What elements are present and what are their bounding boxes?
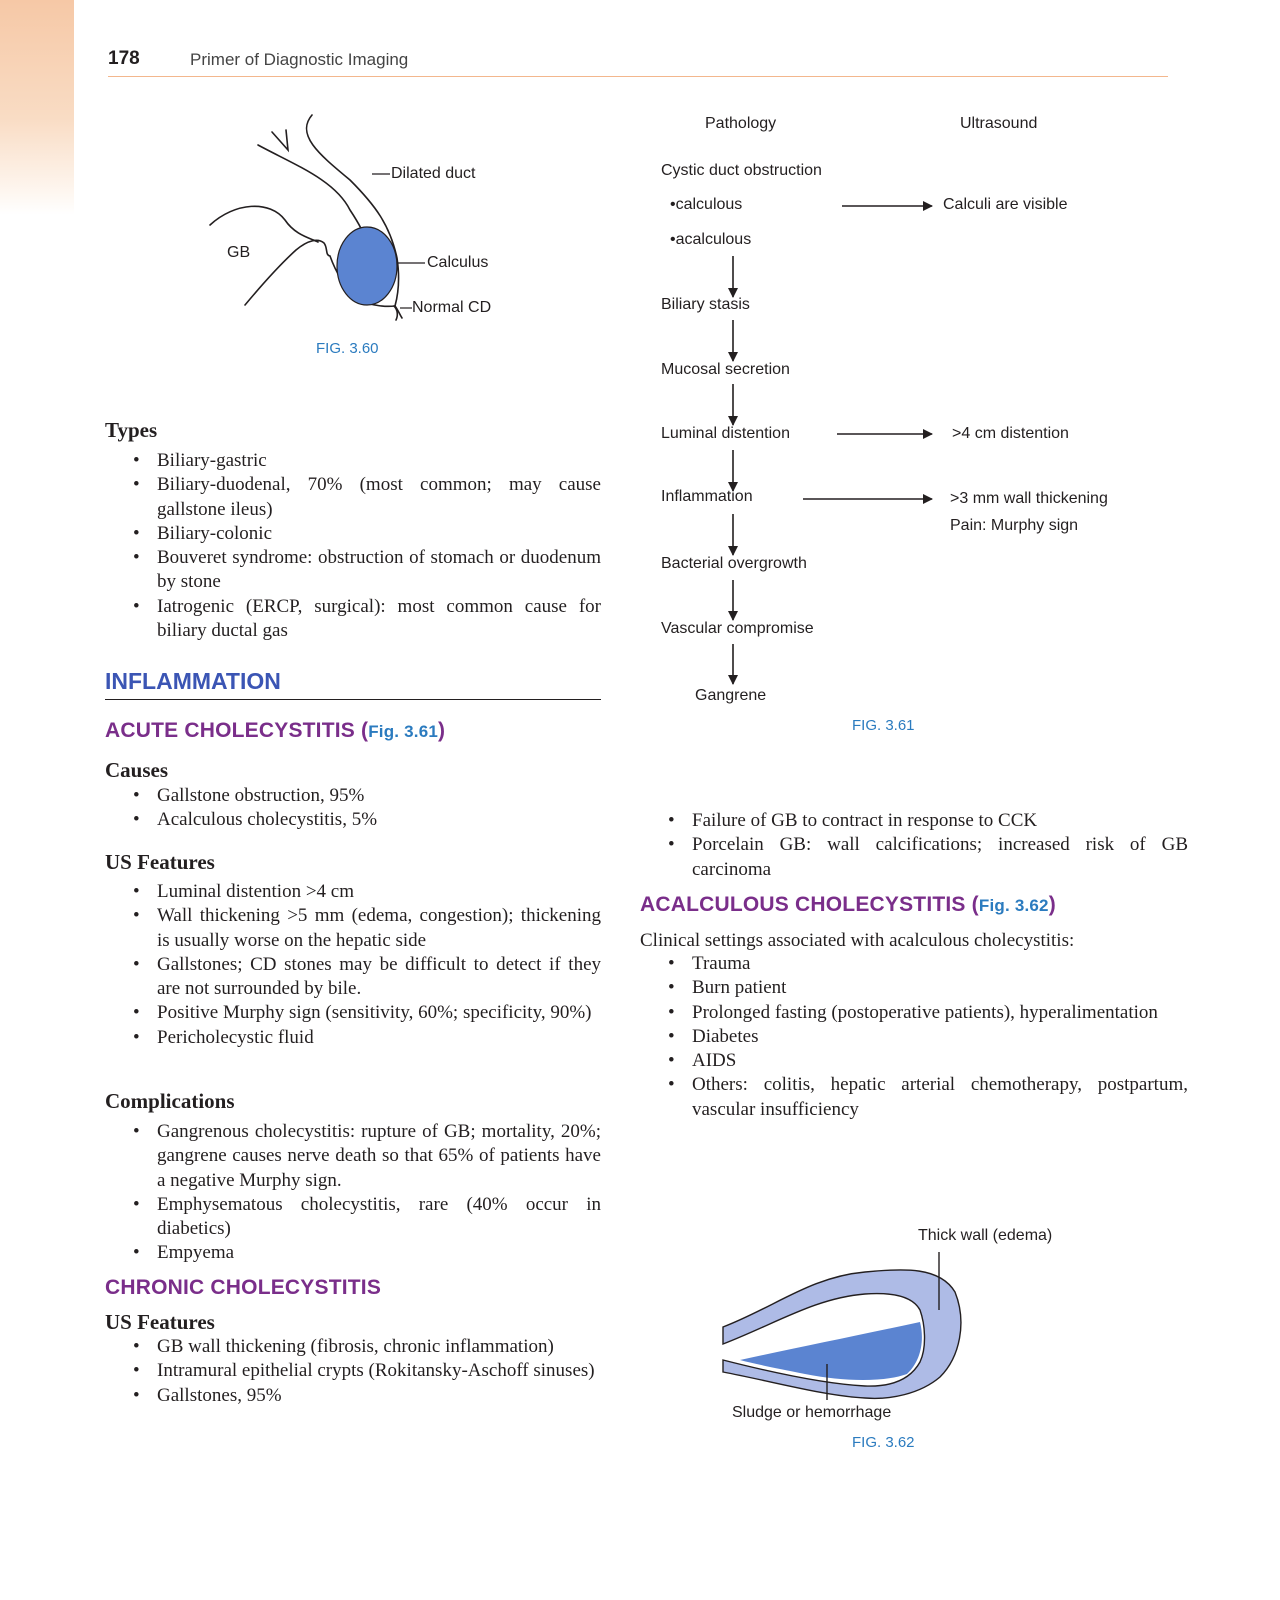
chronic-us-list [105, 1335, 601, 1408]
acalculous-title: ACALCULOUS CHOLECYSTITIS [640, 893, 966, 916]
causes-heading: Causes [105, 758, 169, 782]
list-item: • Wall thickening >5 mm (edema, congestion); thickening is usually worse on the hepatic side [157, 904, 601, 953]
chronic-continued-list [640, 809, 1188, 882]
list-item: • Emphysematous cholecystitis, rare (40% occur in diabetics) [157, 1193, 601, 1242]
step-biliary-stasis: Biliary stasis [661, 296, 750, 313]
fig-3-61-arrows [640, 110, 1160, 730]
page-corner-tab [0, 0, 74, 215]
step-inflammation: Inflammation [661, 488, 753, 505]
list-item: • Gallstones, 95% [157, 1384, 601, 1408]
page-number: 178 [108, 48, 140, 69]
list-item: • Trauma [692, 952, 1188, 976]
list-item: • Iatrogenic (ERCP, surgical): most common cause for biliary ductal gas [157, 595, 601, 644]
calculus-stone [337, 227, 397, 305]
list-item: • Failure of GB to contract in response to CCK [692, 809, 1188, 833]
ref-paren: ( [354, 719, 369, 742]
list-item: • Burn patient [692, 976, 1188, 1000]
gb-outer-wall [210, 206, 318, 242]
acute-us-heading: US Features [105, 850, 215, 874]
finding-distention: >4 cm distention [952, 425, 1069, 442]
step-bacterial-overgrowth: Bacterial overgrowth [661, 555, 807, 572]
step-mucosal-secretion: Mucosal secretion [661, 361, 790, 378]
fig-3-61-caption: FIG. 3.61 [852, 717, 915, 734]
list-item: • Biliary-gastric [157, 449, 601, 473]
causes-list [105, 784, 601, 833]
subsection-acalculous-cholecystitis [640, 893, 1056, 917]
label-sludge: Sludge or hemorrhage [732, 1404, 892, 1421]
list-item: • Acalculous cholecystitis, 5% [157, 808, 601, 832]
complications-heading: Complications [105, 1089, 235, 1113]
fig-3-62-ref-link[interactable]: Fig. 3.62 [978, 896, 1049, 915]
acalculous-intro: Clinical settings associated with acalculous cholecystitis: [640, 930, 1075, 951]
acute-us-list [105, 880, 601, 1050]
step-acalculous: •acalculous [670, 231, 752, 248]
subsection-chronic-cholecystitis: CHRONIC CHOLECYSTITIS [105, 1276, 382, 1299]
finding-calculi-visible: Calculi are visible [943, 196, 1068, 213]
fig-3-62-caption: FIG. 3.62 [852, 1434, 915, 1451]
types-list [105, 449, 601, 643]
list-item: • Biliary-colonic [157, 522, 601, 546]
acute-title: ACUTE CHOLECYSTITIS [105, 719, 355, 742]
finding-wall-thickening: >3 mm wall thickening [950, 490, 1108, 507]
list-item: • Porcelain GB: wall calcifications; increased risk of GB carcinoma [692, 833, 1188, 882]
list-item: • Biliary-duodenal, 70% (most common; may cause gallstone ileus) [157, 473, 601, 522]
list-item: • AIDS [692, 1049, 1188, 1073]
step-luminal-distention: Luminal distention [661, 425, 790, 442]
fig-3-61-ref-link[interactable]: Fig. 3.61 [368, 722, 439, 741]
label-calculus: Calculus [427, 254, 489, 271]
list-item: • Positive Murphy sign (sensitivity, 60%; specificity, 90%) [157, 1001, 601, 1025]
complications-list [105, 1120, 601, 1266]
running-header [108, 48, 1168, 77]
col-header-ultrasound: Ultrasound [960, 115, 1038, 132]
book-title: Primer of Diagnostic Imaging [190, 50, 409, 69]
section-title-inflammation: INFLAMMATION [105, 668, 601, 700]
step-vascular-compromise: Vascular compromise [661, 620, 814, 637]
list-item: • Empyema [157, 1241, 601, 1265]
ref-paren: ( [965, 893, 979, 916]
chronic-us-heading: US Features [105, 1310, 215, 1334]
duct-inner-wall [258, 145, 368, 245]
list-item: • Prolonged fasting (postoperative patients), hyperalimentation [692, 1001, 1188, 1025]
col-header-pathology: Pathology [705, 115, 777, 132]
fig-3-60-caption: FIG. 3.60 [316, 340, 379, 357]
list-item: • Luminal distention >4 cm [157, 880, 601, 904]
list-item: • Pericholecystic fluid [157, 1026, 601, 1050]
fig-3-62-illustration [715, 1252, 975, 1402]
list-item: • Gallstones; CD stones may be difficult to detect if they are not surrounded by bile. [157, 953, 601, 1002]
list-item: • Gangrenous cholecystitis: rupture of GB; mortality, 20%; gangrene causes nerve death so that 65% of patients have a negative Murphy sign. [157, 1120, 601, 1193]
subsection-acute-cholecystitis [105, 719, 445, 743]
label-thick-wall: Thick wall (edema) [918, 1227, 1053, 1244]
list-item: • Bouveret syndrome: obstruction of stomach or duodenum by stone [157, 546, 601, 595]
list-item: • GB wall thickening (fibrosis, chronic inflammation) [157, 1335, 601, 1359]
duct-tip [272, 130, 288, 150]
step-calculous: •calculous [670, 196, 743, 213]
label-normal-cd: Normal CD [412, 299, 492, 316]
fig-3-60-illustration [200, 110, 600, 330]
acalculous-list [640, 952, 1188, 1122]
list-item: • Others: colitis, hepatic arterial chemotherapy, postpartum, vascular insufficiency [692, 1073, 1188, 1122]
finding-murphy-sign: Pain: Murphy sign [950, 517, 1079, 534]
ref-paren: ) [438, 719, 446, 742]
list-item: • Gallstone obstruction, 95% [157, 784, 601, 808]
ref-paren: ) [1048, 893, 1056, 916]
step-cystic-duct-obstruction: Cystic duct obstruction [661, 162, 822, 179]
types-heading: Types [105, 418, 158, 442]
label-gb: GB [227, 244, 251, 261]
list-item: • Intramural epithelial crypts (Rokitansky-Aschoff sinuses) [157, 1359, 601, 1383]
list-item: • Diabetes [692, 1025, 1188, 1049]
label-dilated-duct: Dilated duct [391, 165, 476, 182]
step-gangrene: Gangrene [695, 687, 767, 704]
